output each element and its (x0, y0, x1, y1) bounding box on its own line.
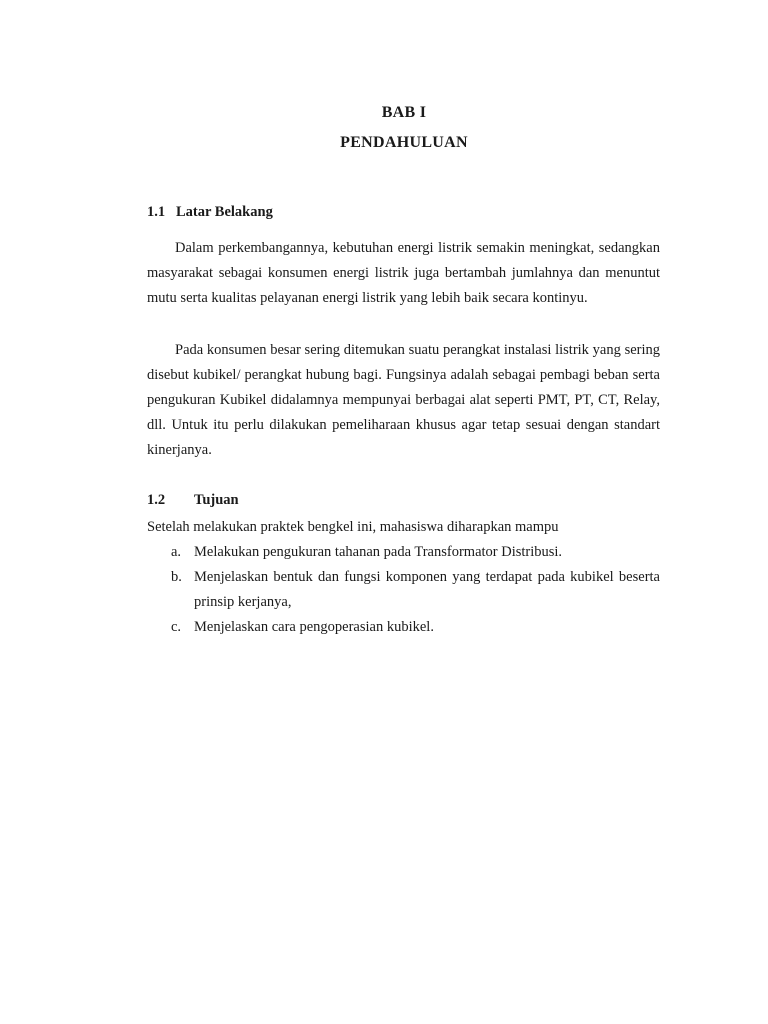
chapter-title: PENDAHULUAN (340, 134, 468, 151)
section-title: Tujuan (194, 492, 239, 508)
section-title: Latar Belakang (176, 204, 273, 220)
section-heading-latar-belakang (147, 204, 273, 221)
list-item-text: Menjelaskan bentuk dan fungsi komponen yang terdapat pada kubikel beserta prinsip kerjanya, (194, 569, 660, 610)
objectives-list (147, 540, 660, 640)
list-item (147, 615, 660, 640)
list-item (147, 565, 660, 615)
chapter-number: BAB I (381, 104, 427, 121)
list-marker: b. (171, 569, 182, 585)
list-marker: c. (171, 619, 182, 635)
section-number: 1.2 (147, 492, 166, 508)
list-item (147, 540, 660, 565)
section-heading-tujuan (147, 492, 239, 509)
paragraph: Dalam perkembangannya, kebutuhan energi listrik semakin meningkat, sedangkan masyarakat sebagai konsumen energi listrik juga bertambah jumlahnya dan menuntut mutu serta kualitas pelayanan energi listrik yang lebih baik secara kontinyu. (147, 240, 660, 306)
paragraph: Pada konsumen besar sering ditemukan suatu perangkat instalasi listrik yang sering disebut kubikel/ perangkat hubung bagi. Fungsinya adalah sebagai pembagi beban serta pengukuran Kubikel didalamnya mempunyai berbagai alat seperti PMT, PT, CT, Relay, dll. Untuk itu perlu dilakukan pemeliharaan khusus agar tetap sesuai dengan standart kinerjanya. (147, 342, 660, 458)
list-marker: a. (171, 544, 182, 560)
list-item-text: Menjelaskan cara pengoperasian kubikel. (194, 619, 434, 635)
section-number: 1.1 (147, 204, 166, 220)
objectives-intro: Setelah melakukan praktek bengkel ini, mahasiswa diharapkan mampu (147, 519, 559, 535)
list-item-text: Melakukan pengukuran tahanan pada Transformator Distribusi. (194, 544, 563, 560)
